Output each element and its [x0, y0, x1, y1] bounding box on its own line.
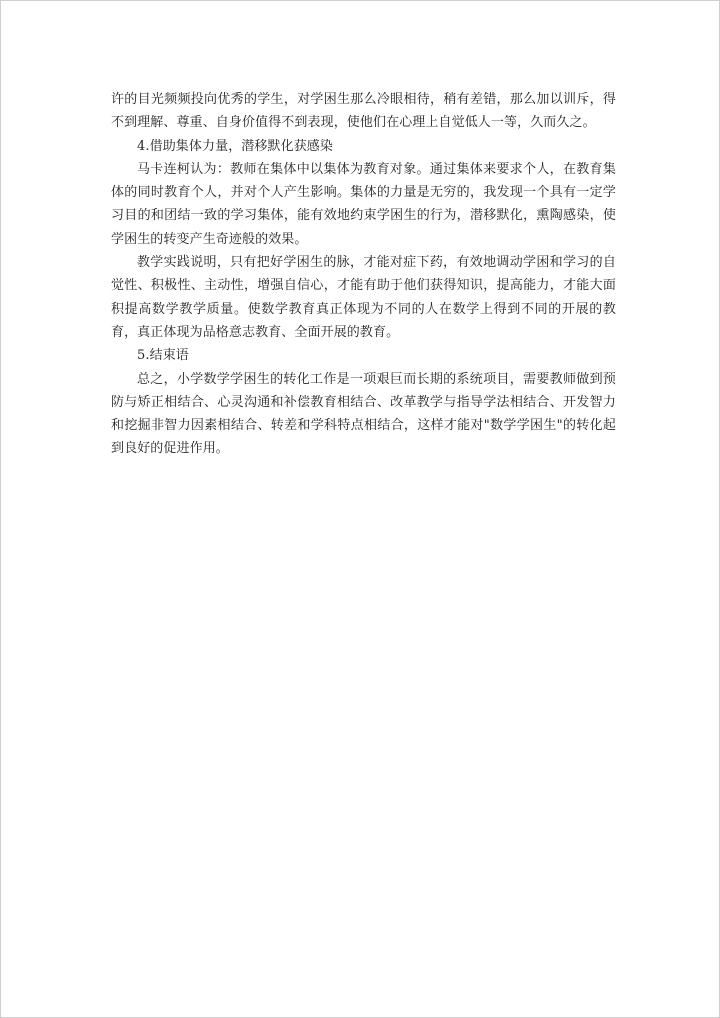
- section-heading-4: 4.借助集体力量，潜移默化获感染: [137, 138, 334, 154]
- paragraph-continued: 许的目光频频投向优秀的学生，对学困生那么冷眼相待，稍有差错，那么加以训斥，得不到理解、尊重、自身价值得不到表现，使他们在心理上自觉低人一等，久而久之。: [111, 92, 616, 131]
- paragraph-practice: 教学实践说明，只有把好学困生的脉，才能对症下药，有效地调动学困和学习的自觉性、积极性、主动性，增强自信心，才能有助于他们获得知识，提高能力，才能大面积提高数学教学质量。使数学教育真正体现为不同的人在数学上得到不同的开展的教育，真正体现为品格意志教育、全面开展的教育。: [111, 255, 616, 340]
- paragraph-conclusion: 总之，小学数学学困生的转化工作是一项艰巨而长期的系统项目，需要教师做到预防与矫正相结合、心灵沟通和补偿教育相结合、改革教学与指导学法相结合、开发智力和挖掘非智力因素相结合、转差和学科特点相结合，这样才能对"数学学困生"的转化起到良好的促进作用。: [111, 371, 616, 457]
- paragraph-collective: 马卡连柯认为：教师在集体中以集体为教育对象。通过集体来要求个人，在教育集体的同时教育个人，并对个人产生影响。集体的力量是无穷的，我发现一个具有一定学习目的和团结一致的学习集体，能有效地约束学困生的行为，潜移默化，熏陶感染，使学困生的转变产生奇迹般的效果。: [111, 161, 616, 247]
- document-body: [111, 88, 616, 461]
- section-heading-5: 5.结束语: [137, 348, 189, 364]
